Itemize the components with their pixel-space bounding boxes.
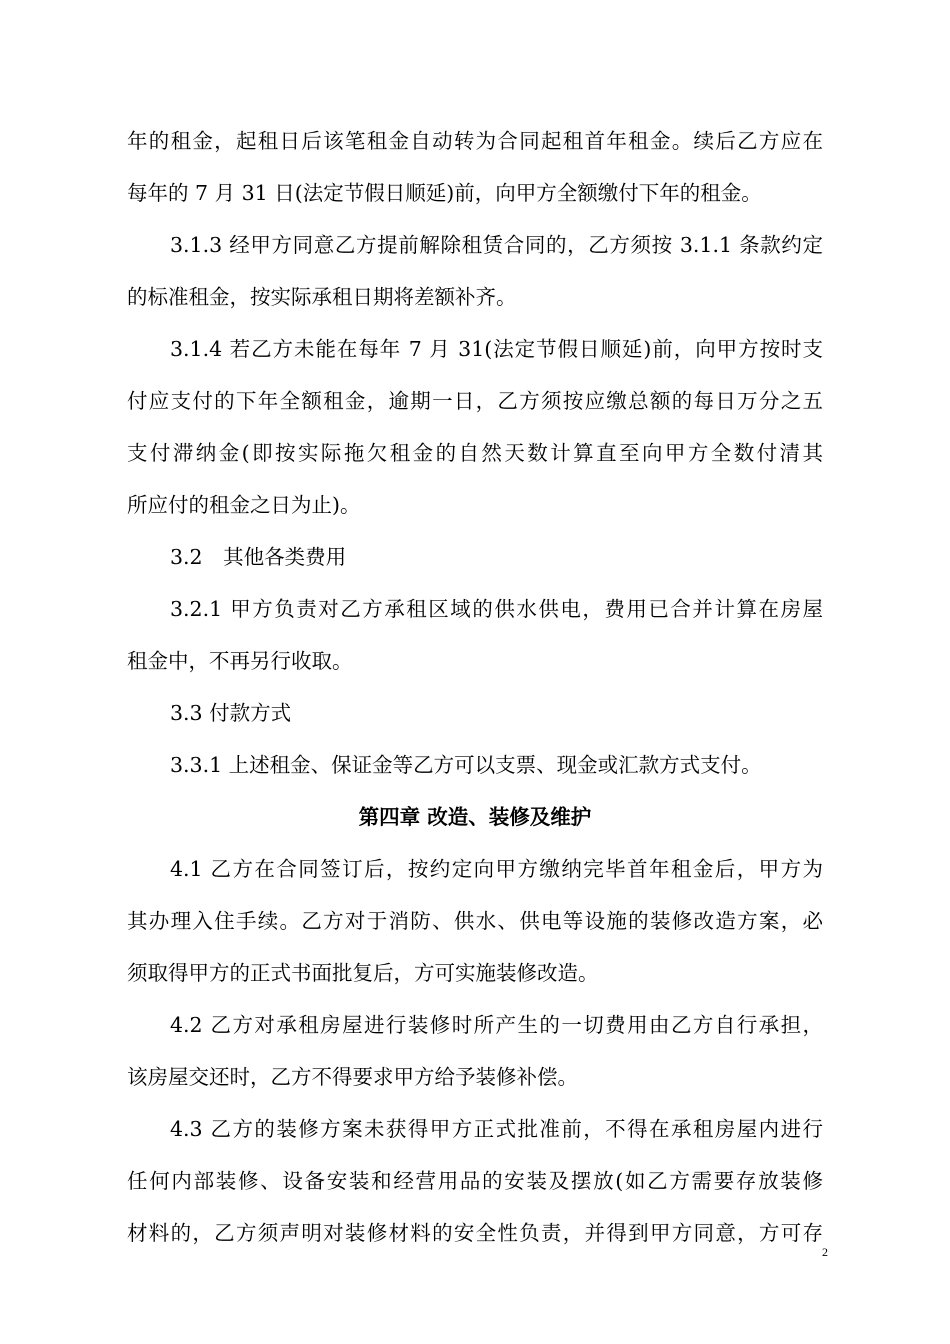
text-line: 该房屋交还时，乙方不得要求甲方给予装修补偿。: [127, 1065, 578, 1089]
text-line: 所应付的租金之日为止)。: [127, 493, 361, 517]
clause-3-1-3: 3.1.3 经甲方同意乙方提前解除租赁合同的，乙方须按 3.1.1 条款约定: [170, 233, 823, 257]
clause-3-3-1: 3.3.1 上述租金、保证金等乙方可以支票、现金或汇款方式支付。: [170, 753, 762, 777]
section-3-2-title: 3.2 其他各类费用: [170, 545, 347, 569]
text-line: 其办理入住手续。乙方对于消防、供水、供电等设施的装修改造方案，必: [127, 909, 823, 933]
document-body: [127, 115, 823, 1259]
clause-3-2-1: 3.2.1 甲方负责对乙方承租区域的供水供电，费用已合并计算在房屋: [170, 597, 823, 621]
text-line: 年的租金，起租日后该笔租金自动转为合同起租首年租金。续后乙方应在: [127, 129, 823, 153]
clause-4-2: 4.2 乙方对承租房屋进行装修时所产生的一切费用由乙方自行承担，: [170, 1013, 823, 1037]
text-line: 租金中，不再另行收取。: [127, 649, 353, 673]
clause-4-1: 4.1 乙方在合同签订后，按约定向甲方缴纳完毕首年租金后，甲方为: [170, 857, 823, 881]
clause-4-3: 4.3 乙方的装修方案未获得甲方正式批准前，不得在承租房屋内进行: [170, 1117, 823, 1141]
text-line: 支付滞纳金(即按实际拖欠租金的自然天数计算直至向甲方全数付清其: [127, 441, 823, 465]
section-3-3-title: 3.3 付款方式: [170, 701, 292, 725]
text-line: 付应支付的下年全额租金，逾期一日，乙方须按应缴总额的每日万分之五: [127, 389, 823, 413]
text-line: 材料的，乙方须声明对装修材料的安全性负责，并得到甲方同意，方可存: [127, 1221, 823, 1245]
text-line: 的标准租金，按实际承租日期将差额补齐。: [127, 285, 517, 309]
page-number: 2: [822, 1245, 828, 1259]
clause-3-1-4: 3.1.4 若乙方未能在每年 7 月 31(法定节假日顺延)前，向甲方按时支: [170, 337, 823, 361]
text-line: 须取得甲方的正式书面批复后，方可实施装修改造。: [127, 961, 599, 985]
chapter-4-heading: 第四章 改造、装修及维护: [358, 805, 592, 829]
text-line: 任何内部装修、设备安装和经营用品的安装及摆放(如乙方需要存放装修: [127, 1169, 823, 1193]
text-line: 每年的 7 月 31 日(法定节假日顺延)前，向甲方全额缴付下年的租金。: [127, 181, 762, 205]
